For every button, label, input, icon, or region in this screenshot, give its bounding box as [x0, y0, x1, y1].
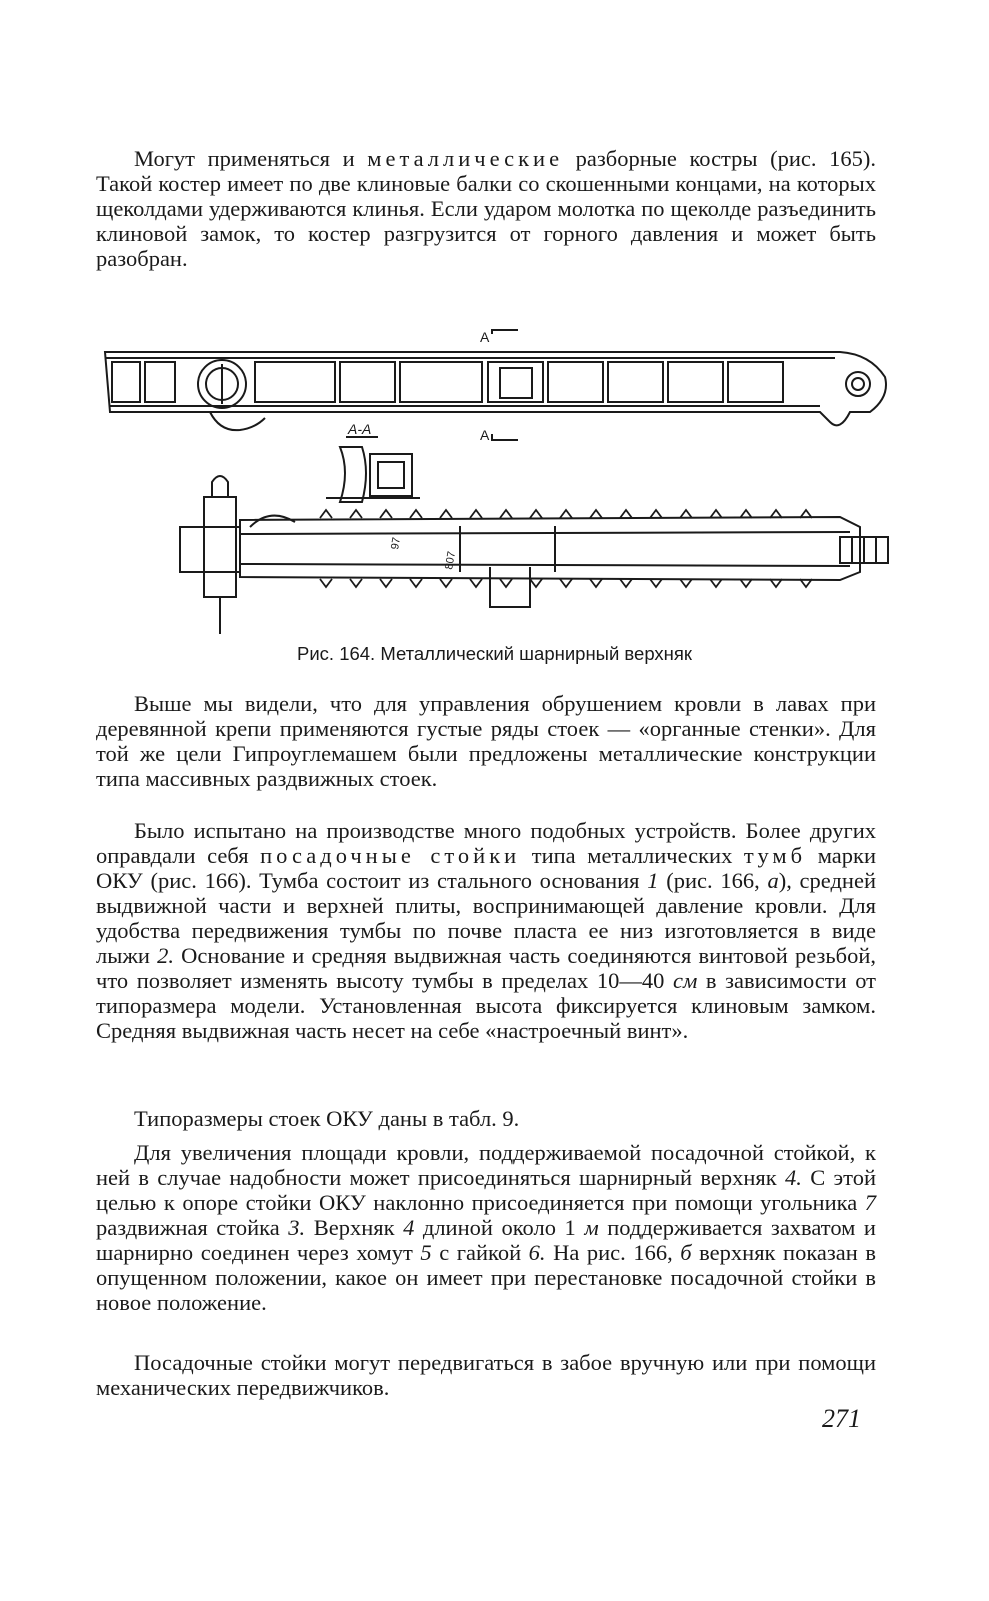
section-arrow-bottom — [492, 434, 518, 440]
italic-ref: 5 — [420, 1240, 432, 1265]
text-run: разборные костры (рис. 165). Такой костер имеет по две клиновые балки со скошенными концами, на которых щеколдами удерживаются клинья. Если ударом молотка по щеколде разъединить клиновой замок, то костер разгрузится от горного давления и может быть разобран. — [96, 146, 876, 271]
section-arrow-top — [492, 330, 518, 334]
italic-ref: б — [680, 1240, 692, 1265]
text-run: ), средней выдвижной части и верхней плиты, воспринимающей давление кровли. Для удобства передвижения тумбы по почве пласта ее низ изготовляется в виде лыжи — [96, 868, 876, 968]
paragraph-roof-bar — [96, 1140, 876, 1315]
paragraph-oku-posts — [96, 818, 876, 1043]
text-run: длиной около 1 — [414, 1215, 585, 1240]
text-run: с гайкой — [431, 1240, 529, 1265]
spaced-term: металлические — [367, 146, 564, 171]
paragraph-table-ref: Типоразмеры стоек ОКУ даны в табл. 9. — [134, 1106, 520, 1131]
beam-plan-view — [180, 476, 888, 634]
section-mark-bottom: А — [480, 427, 490, 443]
text-run: (рис. 166, — [658, 868, 768, 893]
paragraph-metal-cribs — [96, 146, 876, 271]
text-run: верхняк показан в опущенном положении, какое он имеет при перестановке посадочной стойки в новое положение. — [96, 1240, 877, 1315]
section-label: А-А — [348, 421, 372, 437]
text-run: Основание и средняя выдвижная часть соединяются винтовой резьбой, что позволяет изменять высоту тумбы в пределах 10—40 — [96, 943, 876, 993]
text-run: марки ОКУ (рис. 166). Тумба состоит из стального основания — [96, 843, 876, 893]
text-run: поддерживается захватом и шарнирно соединен через хомут — [96, 1215, 876, 1265]
italic-ref: м — [584, 1215, 599, 1240]
text-run: Было испытано на производстве много подобных устройств. Более других оправдали себя — [96, 818, 876, 868]
section-mark-top: А — [480, 329, 490, 345]
text-run: типа металлических — [520, 843, 744, 868]
text-run: Верхняк — [305, 1215, 404, 1240]
paragraph-moving-posts: Посадочные стойки могут передвигаться в забое вручную или при помощи механических передвижчиков. — [96, 1350, 876, 1400]
italic-ref: 1 — [647, 868, 659, 893]
figure-caption: Рис. 164. Металлический шарнирный верхняк — [296, 643, 692, 664]
paragraph-organ-walls: Выше мы видели, что для управления обрушением кровли в лавах при деревянной крепи применяются густые ряды стоек — «органные стенки». Для той же цели Гипроуглемашем были предложены металлические конструкции типа массивных раздвижных стоек. — [96, 691, 876, 791]
italic-ref: а — [767, 868, 779, 893]
beam-side-view — [105, 352, 886, 430]
text-run: в зависимости от типоразмера модели. Установленная высота фиксируется клиновым замком. Средняя выдвижная часть несет на себе «настроечный винт». — [96, 968, 877, 1043]
text-run: На рис. 166, — [545, 1240, 681, 1265]
spaced-term: посадочные стойки — [260, 843, 521, 868]
spaced-term: тумб — [743, 843, 807, 868]
italic-ref: 2. — [157, 943, 174, 968]
italic-ref: 7 — [864, 1190, 876, 1215]
page-number: 271 — [822, 1404, 861, 1433]
italic-ref: 6. — [528, 1240, 546, 1265]
text-run: С этой целью к опоре стойки ОКУ наклонно присоединяется при помощи угольника — [96, 1165, 876, 1215]
italic-ref: 3. — [288, 1215, 306, 1240]
italic-ref: 4 — [403, 1215, 415, 1240]
italic-ref: 4. — [785, 1165, 802, 1190]
italic-ref: см — [672, 968, 698, 993]
section-a-a — [326, 447, 420, 502]
text-run: раздвижная стойка — [96, 1215, 289, 1240]
text-run: Для увеличения площади кровли, поддерживаемой посадочной стойкой, к ней в случае надобности может присоединяться шарнирный верхняк — [96, 1140, 876, 1190]
dimension-label-2: 807 — [443, 550, 459, 571]
figure-hinged-roof-bar — [100, 322, 900, 642]
text-run: Могут применяться и — [134, 146, 368, 171]
dimension-label-1: 97 — [389, 536, 404, 551]
